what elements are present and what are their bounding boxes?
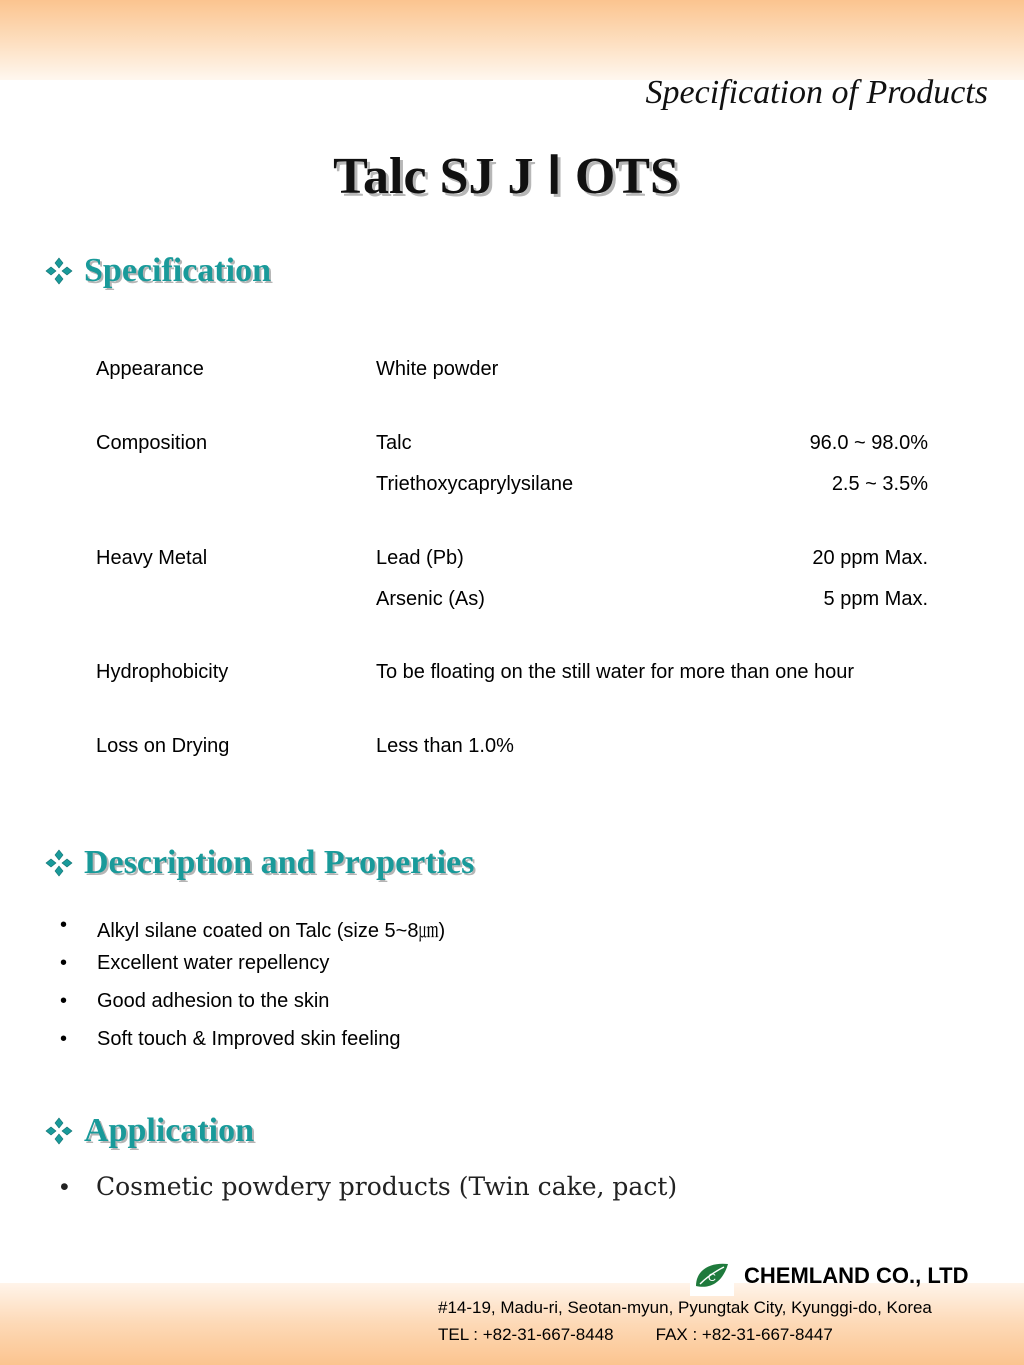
- spec-row-hydrophobicity: [96, 661, 928, 687]
- spec-value: To be floating on the still water for more than one hour: [376, 661, 855, 683]
- description-list: [60, 914, 445, 1066]
- spec-label: Loss on Drying: [96, 735, 230, 757]
- spec-amount: 2.5 ~ 3.5%: [831, 473, 928, 495]
- section-heading-application: [44, 1112, 254, 1150]
- section-heading-label: Application: [84, 1112, 255, 1149]
- document-subtitle: Specification of Products: [645, 74, 988, 111]
- company-address: #14-19, Madu-ri, Seotan-myun, Pyungtak City, Kyunggi-do, Korea: [438, 1298, 932, 1317]
- company-logo-icon: [690, 1256, 734, 1296]
- spec-label: Composition: [96, 432, 208, 454]
- list-item-text: Good adhesion to the skin: [97, 990, 330, 1012]
- application-item: [60, 1172, 677, 1202]
- bullet: •: [60, 1028, 68, 1050]
- bullet: •: [60, 1173, 69, 1201]
- company-name: CHEMLAND CO., LTD: [744, 1263, 969, 1288]
- spec-row-appearance: [96, 358, 928, 384]
- spec-value: Talc: [376, 432, 412, 454]
- list-item: [60, 990, 445, 1028]
- list-item-text: Excellent water repellency: [97, 952, 330, 974]
- spec-label: Hydrophobicity: [96, 661, 229, 683]
- application-item-text: Cosmetic powdery products (Twin cake, pact): [96, 1172, 678, 1201]
- logo-letter: C: [708, 1272, 716, 1284]
- tel-number: TEL : +82-31-667-8448: [438, 1325, 614, 1344]
- spec-label: Appearance: [96, 358, 204, 380]
- diamond-bullet-icon: [44, 848, 74, 878]
- spec-value: Lead (Pb): [376, 547, 464, 569]
- spec-value: Triethoxycaprylysilane: [376, 473, 574, 495]
- header-band: [0, 0, 1024, 80]
- list-item: [60, 914, 445, 952]
- section-heading-specification: [44, 252, 271, 290]
- spec-row-heavy-metal-2: [96, 588, 928, 614]
- spec-value: Less than 1.0%: [376, 735, 514, 757]
- spec-row-loss-on-drying: [96, 735, 928, 761]
- company-block: [690, 1256, 968, 1296]
- spec-value: White powder: [376, 358, 499, 380]
- spec-row-composition-2: [96, 473, 928, 499]
- spec-label: Heavy Metal: [96, 547, 208, 569]
- bullet: •: [60, 990, 68, 1012]
- spec-row-composition: [96, 432, 928, 458]
- spec-value: Arsenic (As): [376, 588, 485, 610]
- spec-amount: 20 ppm Max.: [812, 547, 928, 569]
- document-title: Talc SJ J Ⅰ OTS: [333, 148, 679, 205]
- diamond-bullet-icon: [44, 256, 74, 286]
- spec-row-heavy-metal: [96, 547, 928, 573]
- fax-number: FAX : +82-31-667-8447: [655, 1325, 833, 1344]
- diamond-bullet-icon: [44, 1116, 74, 1146]
- bullet: •: [60, 952, 68, 974]
- company-contact: [438, 1325, 833, 1345]
- spec-amount: 96.0 ~ 98.0%: [809, 432, 928, 454]
- spec-amount: 5 ppm Max.: [823, 588, 928, 610]
- list-item: [60, 1028, 445, 1066]
- list-item: [60, 952, 445, 990]
- bullet: •: [60, 914, 68, 936]
- section-heading-description: [44, 844, 474, 882]
- section-heading-label: Description and Properties: [84, 844, 475, 881]
- section-heading-label: Specification: [84, 252, 271, 289]
- list-item-text: Soft touch & Improved skin feeling: [97, 1028, 401, 1050]
- list-item-text: Alkyl silane coated on Talc (size 5~8㎛): [97, 920, 446, 942]
